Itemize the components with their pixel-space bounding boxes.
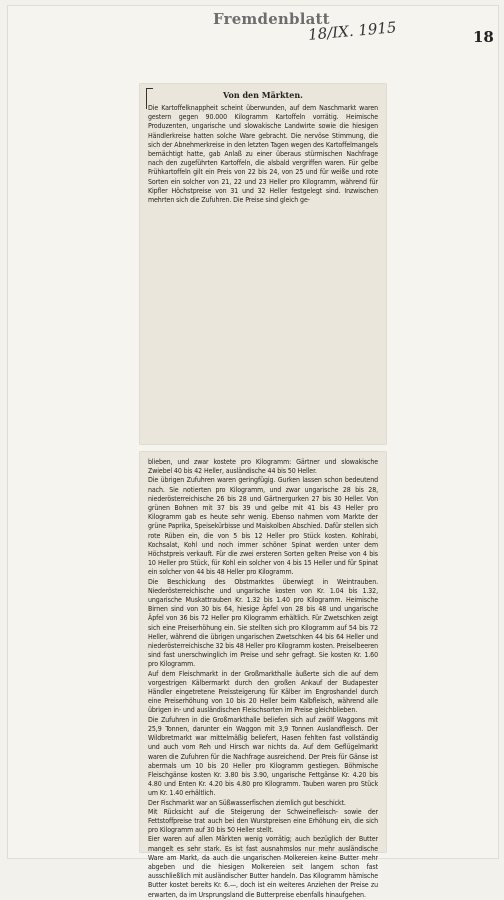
paragraph: blieben, und zwar kostete pro Kilogramm: Gärtner und slowakische Zwiebel 40 bis 42 Heller, ausländische 44 bis 50 Heller. [148,458,378,476]
paragraph: Auf dem Fleischmarkt in der Großmarkthalle äußerte sich die auf dem vorgestrigen Kälbermarkt durch den großen Ankauf der Budapester Händler eingetretene Preissteigerung für Kälber im Engroshandel durch eine Preiserhöhung von 10 bis 20 Heller beim Kalbfleisch, während alle übrigen in- und ausländischen Fleischsorten im Preise gleichblieben. [148,669,378,715]
handwritten-date: 18/IX. 1915 [307,18,398,44]
paragraph: Die übrigen Zufuhren waren geringfügig. Gurken lassen schon bedeutend nach. Sie notierten pro Kilogramm, und zwar ungarische 28 bis 28, niederösterreichische 26 bis 28 und Gärtnergurken 27 bis 30 Heller. Von grünen Bohnen mit 37 bis 39 und gelbe mit 41 bis 43 Heller pro Kilogramm gab es heute sehr wenig. Ebenso nahmen vom Markte der grüne Paprika, Speisekürbisse und Maiskolben Abschied. Dafür stellen sich rote Rüben ein, die von 5 bis 12 Heller pro Stück kosten. Kohlrabi, Kochsalat, Kohl und noch immer schöner Spinat werden unter dem Höchstpreis verkauft. Für die zwei ersteren Sorten gelten Preise von 4 bis 10 Heller pro Stück, für Kohl ein solcher von 4 bis 15 Heller und für Spinat ein solcher von 44 bis 48 Heller pro Kilogramm. [148,476,378,577]
article-clipping-part-2 [140,452,386,899]
corner-mark [146,88,153,109]
paragraph: Der Fischmarkt war an Süßwasserfischen ziemlich gut beschickt. [148,798,346,807]
article-title: Von den Märkten. [223,90,303,100]
paragraph: Die Kartoffelknappheit scheint überwunden, auf dem Naschmarkt waren gestern gegen 90.000 Kilogramm Kartoffeln vorrätig. Heimische Produzenten, ungarische und slowakische Landwirte sowie die hiesigen Händlerkreise hatten solche Ware gebracht. Die nervöse Stimmung, die sich der Abnehmerkreise in den letzten Tagen wegen des Kartoffelmangels bemächtigt hatte, gab Anlaß zu einer überaus stürmischen Nachfrage nach den zugeführten Kartoffeln, die alsbald vergriffen waren. Für gelbe Frühkartoffeln gilt ein Preis von 22 bis 24, von 25 und für weiße und rote Sorten ein solcher von 21, 22 und 23 Heller pro Kilogramm, während für Kipfler Höchstpreise von 31 und 32 Heller festgelegt sind. Inzwischen mehrten sich die Zufuhren. Die Preise sind gleich ge- [148,104,378,205]
paragraph: Eier waren auf allen Märkten wenig vorrätig; auch bezüglich der Butter mangelt es sehr stark. Es ist fast ausnahmslos nur mehr ausländische Ware am Markt, da auch die ungarischen Molkereien keine Butter mehr abgeben und die hiesigen Molkereien seit langem schon fast ausschließlich mit ausländischer Butter handeln. Das Kilogramm hämische Butter kostet bereits Kr. 6.—, doch ist ein weiteres Anziehen der Preise zu erwarten, da im Ursprungsland die Butterpreise ebenfalls hinaufgehen. [148,835,378,899]
paragraph: Die Beschickung des Obstmarktes überwiegt in Weintrauben. Niederösterreichische und ungarische kosten von Kr. 1.04 bis 1.32, ungarische Muskattrauben Kr. 1.32 bis 1.40 pro Kilogramm. Heimische Birnen sind von 30 bis 64, hiesige Äpfel von 28 bis 48 und ungarische Äpfel von 36 bis 72 Heller pro Kilogramm erhältlich. Für Zwetschken zeigt sich eine Preiserhöhung ein. Sie stellten sich pro Kilogramm auf 54 bis 72 Heller, während die übrigen ungarischen Zwetschken 44 bis 64 Heller und niederösterreichische 32 bis 48 Heller pro Kilogramm kosten. Preiselbeeren sind fast unerschwinglich im Preise und sehr gefragt. Sie kosten Kr. 1.60 pro Kilogramm. [148,577,379,669]
article-clipping-part-1 [140,84,386,444]
paragraph: Mit Rücksicht auf die Steigerung der Schweinefleisch- sowie der Fettstoffpreise trat auch bei den Wurstpreisen eine Erhöhung ein, die sich pro Kilogramm auf 30 bis 50 Heller stellt. [148,807,378,835]
page-number: 18 [473,28,494,46]
paragraph: Die Zufuhren in die Großmarkthalle beliefen sich auf zwölf Waggons mit 25,9 Tonnen, darunter ein Waggon mit 3,9 Tonnen Auslandfleisch. Der Wildbretmarkt war mittelmäßig beliefert, Hasen fehlten fast vollständig und auch vom Reh und Hirsch war nichts da. Auf dem Geflügelmarkt waren die Zufuhren für die Nachfrage ausreichend. Der Preis für Gänse ist abermals um 10 bis 20 Heller pro Kilogramm gestiegen. Böhmische Fleischgänse kosten Kr. 3.80 bis 3.90, ungarische Fettgänse Kr. 4.20 bis 4.80 und Enten Kr. 4.20 bis 4.80 pro Kilogramm. Tauben waren pro Stück um Kr. 1.40 erhältlich. [148,715,378,798]
newspaper-stamp: Fremdenblatt [213,10,330,28]
article-body-part-1 [140,104,386,205]
